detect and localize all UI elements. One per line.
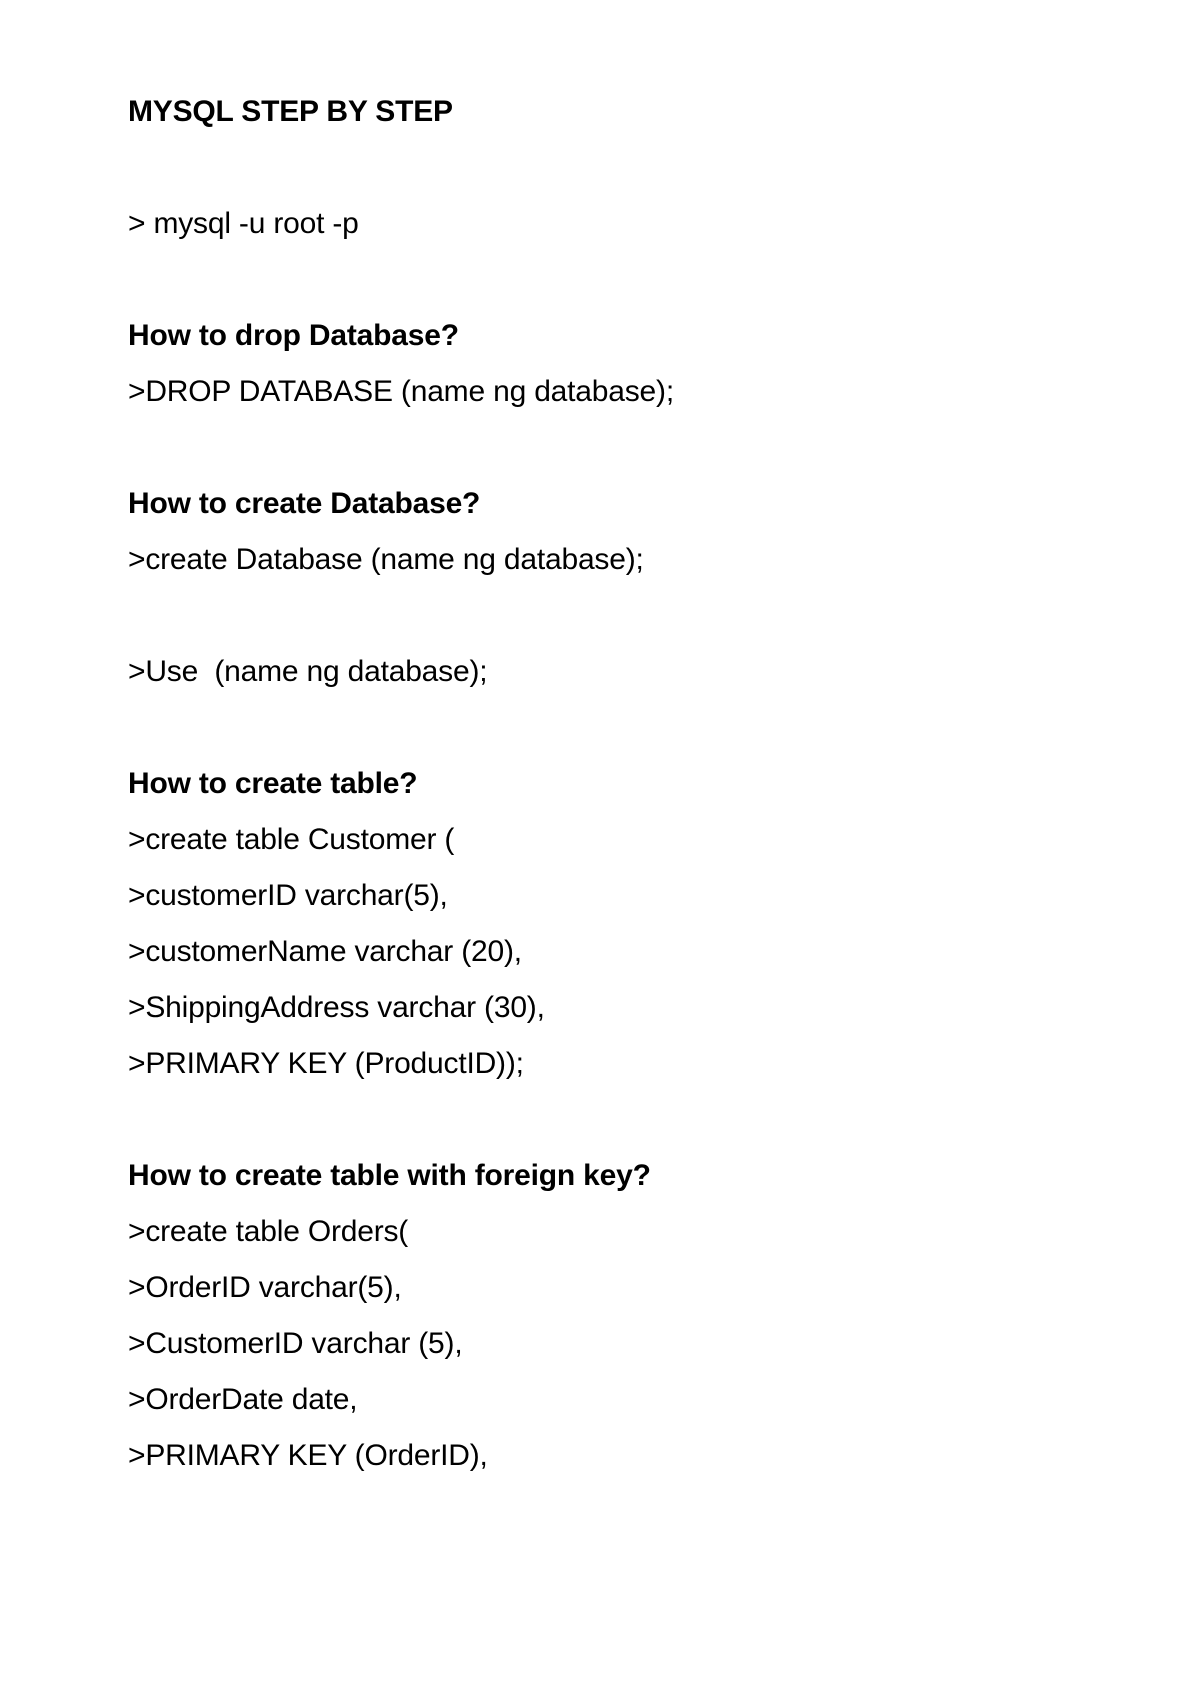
command-line: >create Database (name ng database); bbox=[128, 543, 644, 576]
section-heading-create-table: How to create table? bbox=[128, 767, 418, 800]
command-line: >create table Orders( bbox=[128, 1215, 409, 1248]
command-line: >PRIMARY KEY (ProductID)); bbox=[128, 1047, 524, 1080]
command-line: >Use (name ng database); bbox=[128, 655, 488, 688]
command-line: >OrderID varchar(5), bbox=[128, 1271, 402, 1304]
section-heading-create-table-foreign-key: How to create table with foreign key? bbox=[128, 1159, 651, 1192]
document-title: MYSQL STEP BY STEP bbox=[128, 95, 453, 128]
login-command: > mysql -u root -p bbox=[128, 207, 359, 240]
command-line: >PRIMARY KEY (OrderID), bbox=[128, 1439, 488, 1472]
command-line: >create table Customer ( bbox=[128, 823, 455, 856]
command-line: >CustomerID varchar (5), bbox=[128, 1327, 463, 1360]
section-heading-create-database: How to create Database? bbox=[128, 487, 481, 520]
command-line: >customerName varchar (20), bbox=[128, 935, 522, 968]
command-line: >customerID varchar(5), bbox=[128, 879, 448, 912]
section-heading-drop-database: How to drop Database? bbox=[128, 319, 459, 352]
command-line: >ShippingAddress varchar (30), bbox=[128, 991, 545, 1024]
command-line: >DROP DATABASE (name ng database); bbox=[128, 375, 674, 408]
command-line: >OrderDate date, bbox=[128, 1383, 358, 1416]
